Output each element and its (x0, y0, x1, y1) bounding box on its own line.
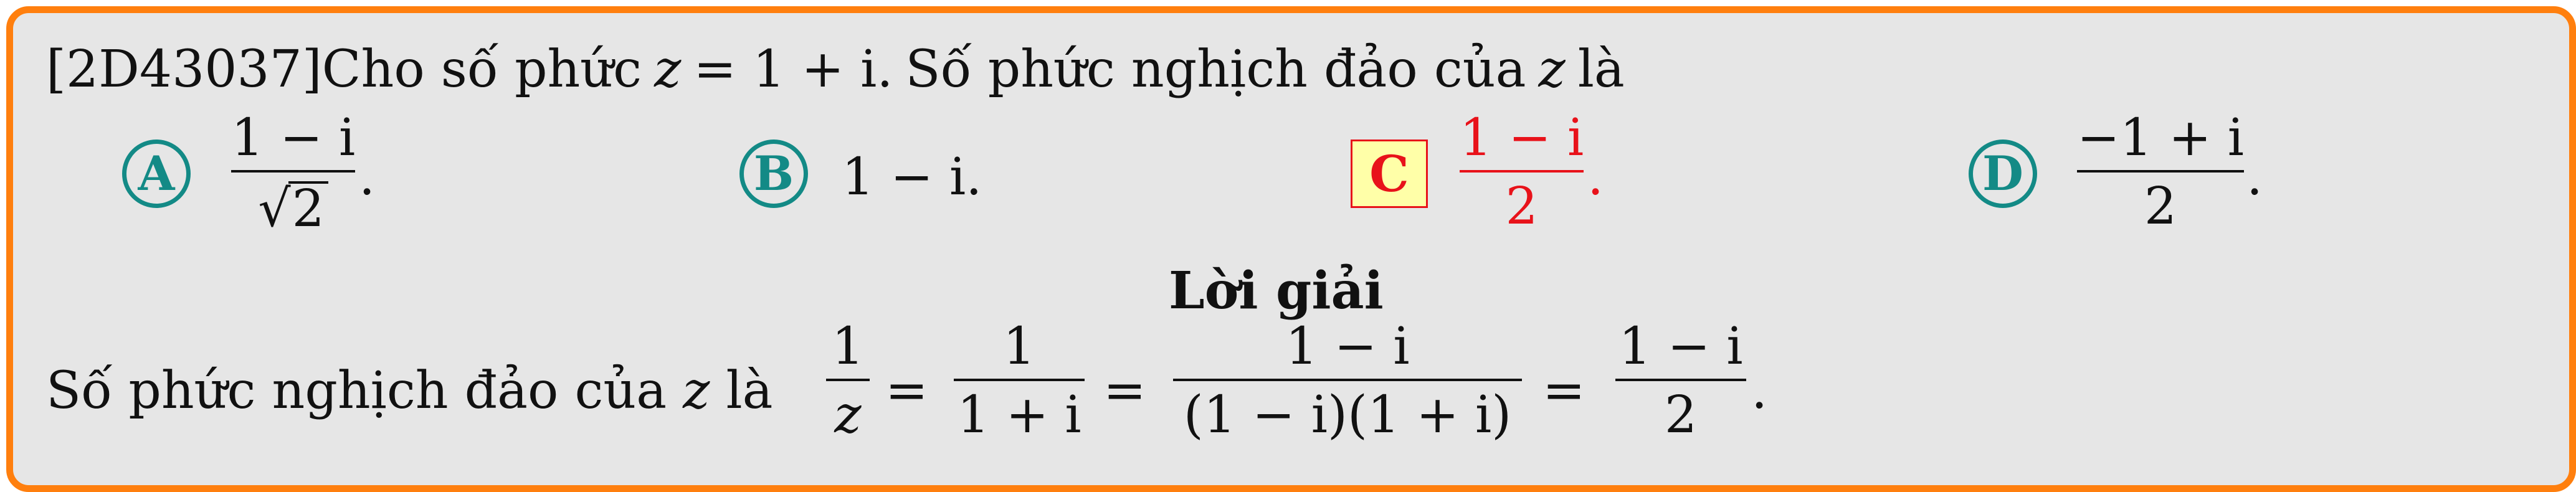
solution-f3-numerator: 1 − i (1285, 317, 1410, 376)
solution-fraction-1 (826, 317, 870, 445)
solution-var-z: z (683, 361, 710, 420)
option-c-denominator: 2 (1505, 177, 1538, 236)
question-z-expr: = 1 + i. (693, 40, 893, 99)
question-card (6, 6, 2576, 492)
solution-f4-numerator: 1 − i (1618, 317, 1743, 376)
solution-f3-denominator: (1 − i)(1 + i) (1183, 386, 1512, 445)
option-a-numerator: 1 − i (231, 108, 356, 168)
option-a-fraction-bar (231, 170, 355, 173)
solution-equals-3: = (1542, 361, 1585, 420)
option-d-numerator: −1 + i (2077, 108, 2244, 168)
question-text: Cho số phức (321, 40, 642, 99)
solution-fraction-3 (1173, 317, 1522, 445)
option-a-marker[interactable]: A (122, 140, 191, 208)
option-d-fraction-bar (2077, 170, 2244, 173)
option-a-punct: . (359, 148, 376, 207)
option-b-punct: . (966, 148, 982, 207)
option-c-punct: . (1587, 148, 1604, 207)
question-code: [2D43037] (46, 40, 322, 99)
option-d-punct: . (2246, 148, 2263, 207)
question-var-z-2: z (1538, 40, 1566, 99)
option-d-denominator: 2 (2144, 177, 2177, 236)
question-text-end: là (1577, 40, 1625, 99)
solution-equals-1: = (885, 361, 928, 420)
option-b-marker[interactable]: B (739, 140, 808, 208)
option-a-denominator: √2 (231, 181, 355, 235)
solution-f2-numerator: 1 (1002, 317, 1036, 376)
option-b-expr: 1 − i (842, 148, 966, 207)
option-c-marker[interactable]: C (1351, 140, 1428, 208)
option-a-radicand: 2 (288, 181, 328, 235)
question-text-after: Số phức nghịch đảo của (905, 40, 1526, 99)
solution-f2-denominator: 1 + i (957, 386, 1081, 445)
option-a-answer[interactable] (231, 108, 356, 239)
option-c-answer[interactable] (1460, 108, 1584, 236)
solution-is: là (726, 361, 773, 420)
question-line (46, 40, 1625, 99)
solution-fraction-4 (1615, 317, 1746, 445)
question-var-z: z (654, 40, 682, 99)
option-c-numerator: 1 − i (1460, 108, 1584, 168)
solution-lead: Số phức nghịch đảo của z là (46, 361, 773, 420)
option-d-marker[interactable]: D (1969, 140, 2037, 208)
option-c-fraction-bar (1460, 170, 1584, 173)
solution-f4-denominator: 2 (1664, 386, 1698, 445)
solution-title: Lời giải (1169, 261, 1384, 321)
solution-f1-denominator: z (834, 386, 862, 445)
solution-f1-numerator: 1 (831, 317, 865, 376)
solution-fraction-2 (954, 317, 1085, 445)
solution-equals-2: = (1103, 361, 1146, 420)
option-b-answer[interactable] (842, 148, 982, 207)
solution-end-punct: . (1751, 361, 1768, 420)
option-d-answer[interactable] (2077, 108, 2244, 236)
